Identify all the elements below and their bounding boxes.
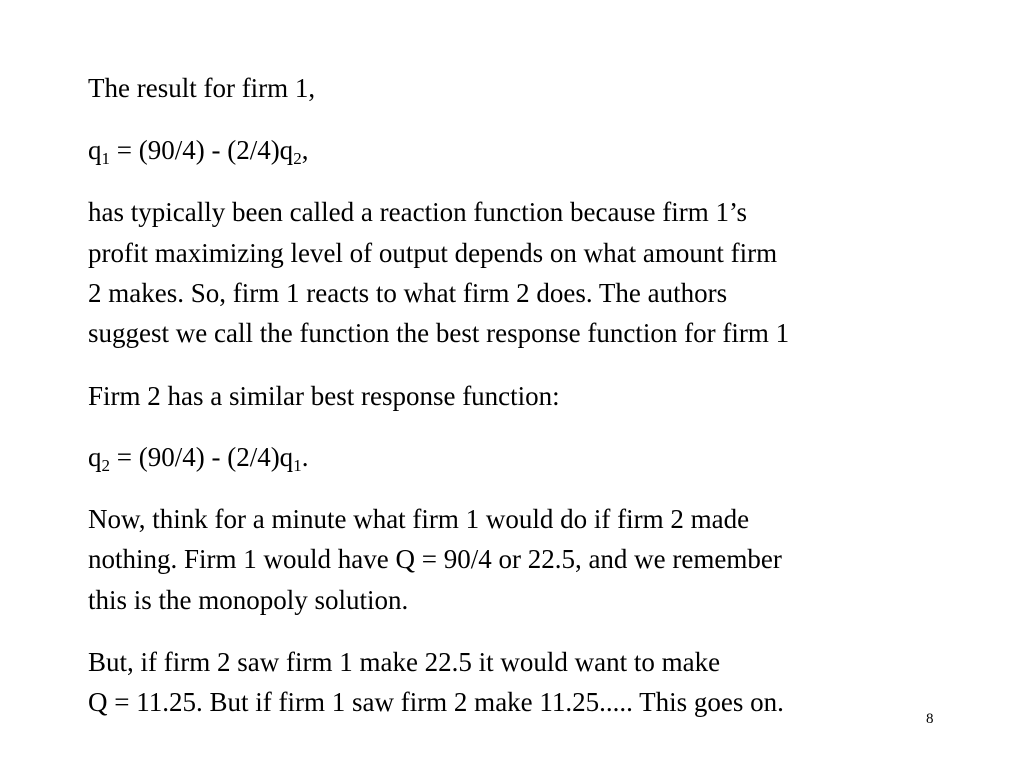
eq2-mid: = (90/4) - (2/4)q — [110, 442, 294, 472]
intro-line: The result for firm 1, — [88, 73, 316, 103]
reaction-function-firm2 — [88, 437, 308, 477]
eq2-end: . — [301, 442, 309, 472]
eq1-mid: = (90/4) - (2/4)q — [110, 135, 294, 165]
eq1-lhs-sub: 1 — [101, 149, 110, 168]
paragraph-line: this is the monopoly solution. — [88, 585, 409, 615]
eq2-lhs-sub: 2 — [101, 456, 110, 475]
eq2-lhs-var: q — [88, 442, 102, 472]
paragraph-line: profit maximizing level of output depends on what amount firm — [88, 238, 778, 268]
eq1-lhs-var: q — [88, 135, 102, 165]
paragraph-line: 2 makes. So, firm 1 reacts to what firm 2 does. The authors — [88, 278, 728, 308]
paragraph-line: has typically been called a reaction function because firm 1’s — [88, 197, 747, 227]
page-number: 8 — [926, 711, 934, 727]
paragraph-line: Now, think for a minute what firm 1 would do if firm 2 made — [88, 504, 750, 534]
paragraph-line: nothing. Firm 1 would have Q = 90/4 or 22.5, and we remember — [88, 544, 782, 574]
reaction-function-firm1 — [88, 130, 308, 170]
paragraph-line: Firm 2 has a similar best response function: — [88, 381, 560, 411]
paragraph-line: But, if firm 2 saw firm 1 make 22.5 it would want to make — [88, 647, 721, 677]
paragraph-line: Q = 11.25. But if firm 1 saw firm 2 make 11.25..... This goes on. — [88, 687, 784, 717]
eq2-rhs-sub: 1 — [293, 456, 302, 475]
eq1-end: , — [301, 135, 309, 165]
paragraph-line: suggest we call the function the best response function for firm 1 — [88, 318, 790, 348]
eq1-rhs-sub: 2 — [293, 149, 302, 168]
